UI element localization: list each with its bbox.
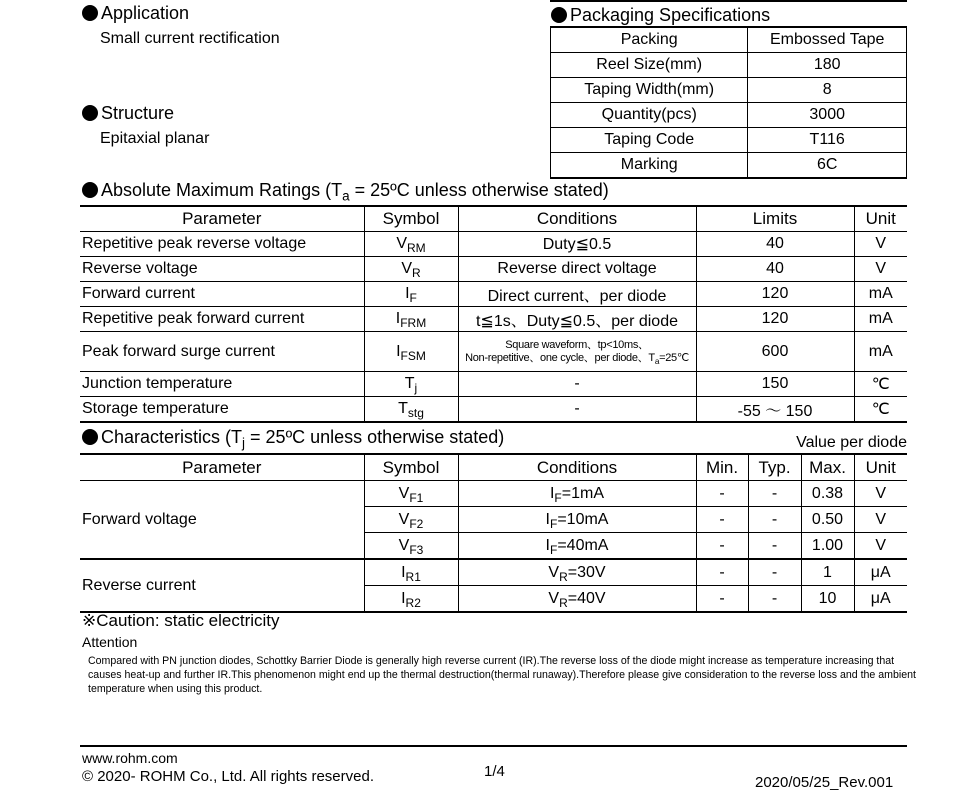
table-header-row bbox=[80, 206, 907, 232]
characteristics-heading bbox=[82, 427, 505, 451]
table-row bbox=[80, 307, 907, 332]
param-cell: Junction temperature bbox=[80, 372, 364, 397]
unit-cell: μA bbox=[854, 559, 907, 586]
symbol-cell: $T_j$ bbox=[364, 372, 458, 397]
symbol-cell: $V_R$ bbox=[364, 257, 458, 282]
amr-title-sub: a bbox=[342, 188, 350, 204]
packaging-label: Reel Size(mm) bbox=[551, 53, 748, 78]
min-cell: - bbox=[696, 559, 748, 586]
param-cell: Peak forward surge current bbox=[80, 332, 364, 372]
structure-text: Epitaxial planar bbox=[100, 130, 210, 147]
symbol-cell: $I_{R1}$ bbox=[364, 559, 458, 586]
attention-body: Compared with PN junction diodes, Schottky Barrier Diode is generally high reverse current (IR).The reverse loss of the diode might increase as temperature increasing that causes heat-up and further IR.This phenomenon might end up the thermal destruction(thermal runaway).Therefore please give consideration to the reverse loss and the ambient temperature when using this product. bbox=[88, 655, 916, 695]
table-header-row bbox=[80, 454, 907, 481]
packaging-value: 3000 bbox=[748, 103, 907, 128]
header-symbol: Symbol bbox=[364, 206, 458, 232]
symbol-cell: $I_{FSM}$ bbox=[364, 332, 458, 372]
packaging-label: Taping Width(mm) bbox=[551, 78, 748, 103]
packaging-value: Embossed Tape bbox=[748, 27, 907, 53]
header-unit: Unit bbox=[854, 454, 907, 481]
unit-cell: mA bbox=[854, 332, 907, 372]
packaging-heading bbox=[551, 5, 770, 26]
conditions-cell: Direct current、per diode bbox=[458, 282, 696, 307]
typ-cell: - bbox=[748, 507, 801, 533]
header-parameter: Parameter bbox=[80, 454, 364, 481]
packaging-value: 6C bbox=[748, 153, 907, 179]
header-parameter: Parameter bbox=[80, 206, 364, 232]
max-cell: 0.50 bbox=[801, 507, 854, 533]
header-min: Min. bbox=[696, 454, 748, 481]
conditions-cell: $I_F=40mA$ bbox=[458, 533, 696, 560]
unit-cell: V bbox=[854, 257, 907, 282]
amr-title-post: = 25ºC unless otherwise stated) bbox=[349, 180, 609, 200]
limits-cell: -55 ～ 150 bbox=[696, 397, 854, 423]
application-heading bbox=[82, 3, 189, 24]
unit-cell: V bbox=[854, 481, 907, 507]
bullet-icon bbox=[82, 182, 98, 198]
conditions-cell: - bbox=[458, 372, 696, 397]
packaging-label: Packing bbox=[551, 27, 748, 53]
unit-cell: ℃ bbox=[854, 397, 907, 423]
packaging-label: Marking bbox=[551, 153, 748, 179]
symbol-cell: $V_{RM}$ bbox=[364, 232, 458, 257]
table-row bbox=[80, 232, 907, 257]
value-per-diode-note: Value per diode bbox=[796, 434, 907, 451]
table-row bbox=[80, 282, 907, 307]
packaging-value: T116 bbox=[748, 128, 907, 153]
param-cell: Forward current bbox=[80, 282, 364, 307]
header-max: Max. bbox=[801, 454, 854, 481]
conditions-cell: t≦1s、Duty≦0.5、per diode bbox=[458, 307, 696, 332]
conditions-cell: - bbox=[458, 397, 696, 423]
param-cell: Reverse voltage bbox=[80, 257, 364, 282]
unit-cell: mA bbox=[854, 307, 907, 332]
chars-title-sub: j bbox=[242, 435, 246, 451]
table-row bbox=[80, 332, 907, 372]
packaging-top-rule bbox=[550, 0, 907, 2]
unit-cell: V bbox=[854, 232, 907, 257]
footer-rule bbox=[80, 745, 907, 747]
table-row bbox=[551, 53, 907, 78]
typ-cell: - bbox=[748, 586, 801, 613]
characteristics-table bbox=[80, 453, 907, 613]
param-cell: Repetitive peak reverse voltage bbox=[80, 232, 364, 257]
bullet-icon bbox=[82, 105, 98, 121]
footer-url: www.rohm.com bbox=[82, 750, 178, 766]
conditions-line-2: Non-repetitive、one cycle、per diode、$T_a=25℃$ bbox=[465, 351, 689, 366]
bullet-icon bbox=[82, 429, 98, 445]
min-cell: - bbox=[696, 481, 748, 507]
header-unit: Unit bbox=[854, 206, 907, 232]
table-row bbox=[80, 257, 907, 282]
unit-cell: ℃ bbox=[854, 372, 907, 397]
unit-cell: μA bbox=[854, 586, 907, 613]
amr-title-pre: Absolute Maximum Ratings (T bbox=[101, 180, 343, 200]
param-cell: Reverse current bbox=[80, 559, 364, 612]
symbol-cell: $V_{F2}$ bbox=[364, 507, 458, 533]
packaging-label: Quantity(pcs) bbox=[551, 103, 748, 128]
table-row bbox=[80, 397, 907, 423]
unit-cell: V bbox=[854, 507, 907, 533]
unit-cell: V bbox=[854, 533, 907, 560]
max-cell: 0.38 bbox=[801, 481, 854, 507]
conditions-cell: Reverse direct voltage bbox=[458, 257, 696, 282]
table-row bbox=[80, 481, 907, 507]
amr-heading bbox=[82, 180, 609, 204]
conditions-line-1: Square waveform、tp<10ms、 bbox=[505, 338, 649, 351]
header-conditions: Conditions bbox=[458, 454, 696, 481]
caution-title: ※Caution: static electricity bbox=[82, 611, 280, 630]
application-text: Small current rectification bbox=[100, 30, 280, 47]
header-conditions: Conditions bbox=[458, 206, 696, 232]
table-row bbox=[551, 128, 907, 153]
table-row bbox=[80, 372, 907, 397]
symbol-cell: $V_{F1}$ bbox=[364, 481, 458, 507]
application-title: Application bbox=[101, 3, 190, 23]
typ-cell: - bbox=[748, 559, 801, 586]
chars-title-post: = 25ºC unless otherwise stated) bbox=[245, 427, 505, 447]
typ-cell: - bbox=[748, 481, 801, 507]
symbol-cell: $I_{R2}$ bbox=[364, 586, 458, 613]
limits-cell: 600 bbox=[696, 332, 854, 372]
limits-cell: 120 bbox=[696, 282, 854, 307]
attention-label: Attention bbox=[82, 634, 138, 650]
symbol-cell: $V_{F3}$ bbox=[364, 533, 458, 560]
min-cell: - bbox=[696, 507, 748, 533]
param-cell: Forward voltage bbox=[80, 481, 364, 560]
footer-page-number: 1/4 bbox=[484, 763, 505, 780]
conditions-cell: Duty≦0.5 bbox=[458, 232, 696, 257]
symbol-cell: $T_{stg}$ bbox=[364, 397, 458, 423]
conditions-cell: $V_R=40V$ bbox=[458, 586, 696, 613]
amr-table bbox=[80, 205, 907, 423]
min-cell: - bbox=[696, 533, 748, 560]
max-cell: 10 bbox=[801, 586, 854, 613]
bullet-icon bbox=[82, 5, 98, 21]
packaging-table bbox=[550, 26, 907, 179]
conditions-cell bbox=[458, 332, 696, 372]
symbol-cell: $I_F$ bbox=[364, 282, 458, 307]
header-limits: Limits bbox=[696, 206, 854, 232]
packaging-label: Taping Code bbox=[551, 128, 748, 153]
limits-cell: 40 bbox=[696, 232, 854, 257]
table-row bbox=[551, 153, 907, 179]
table-row bbox=[551, 78, 907, 103]
table-row bbox=[80, 559, 907, 586]
bullet-icon bbox=[551, 7, 567, 23]
max-cell: 1 bbox=[801, 559, 854, 586]
limits-cell: 120 bbox=[696, 307, 854, 332]
limits-cell: 150 bbox=[696, 372, 854, 397]
max-cell: 1.00 bbox=[801, 533, 854, 560]
structure-title: Structure bbox=[101, 103, 175, 123]
packaging-value: 8 bbox=[748, 78, 907, 103]
footer-copyright: © 2020- ROHM Co., Ltd. All rights reserved. bbox=[82, 768, 374, 785]
footer-revision: 2020/05/25_Rev.001 bbox=[755, 774, 894, 791]
conditions-cell: $V_R=30V$ bbox=[458, 559, 696, 586]
table-row bbox=[551, 27, 907, 53]
min-cell: - bbox=[696, 586, 748, 613]
chars-title-pre: Characteristics (T bbox=[101, 427, 243, 447]
conditions-cell: $I_F=10mA$ bbox=[458, 507, 696, 533]
unit-cell: mA bbox=[854, 282, 907, 307]
typ-cell: - bbox=[748, 533, 801, 560]
symbol-cell: $I_{FRM}$ bbox=[364, 307, 458, 332]
packaging-title: Packaging Specifications bbox=[570, 5, 771, 25]
packaging-value: 180 bbox=[748, 53, 907, 78]
header-typ: Typ. bbox=[748, 454, 801, 481]
conditions-cell: $I_F=1mA$ bbox=[458, 481, 696, 507]
table-row bbox=[551, 103, 907, 128]
param-cell: Storage temperature bbox=[80, 397, 364, 423]
param-cell: Repetitive peak forward current bbox=[80, 307, 364, 332]
limits-cell: 40 bbox=[696, 257, 854, 282]
header-symbol: Symbol bbox=[364, 454, 458, 481]
structure-heading bbox=[82, 103, 174, 124]
